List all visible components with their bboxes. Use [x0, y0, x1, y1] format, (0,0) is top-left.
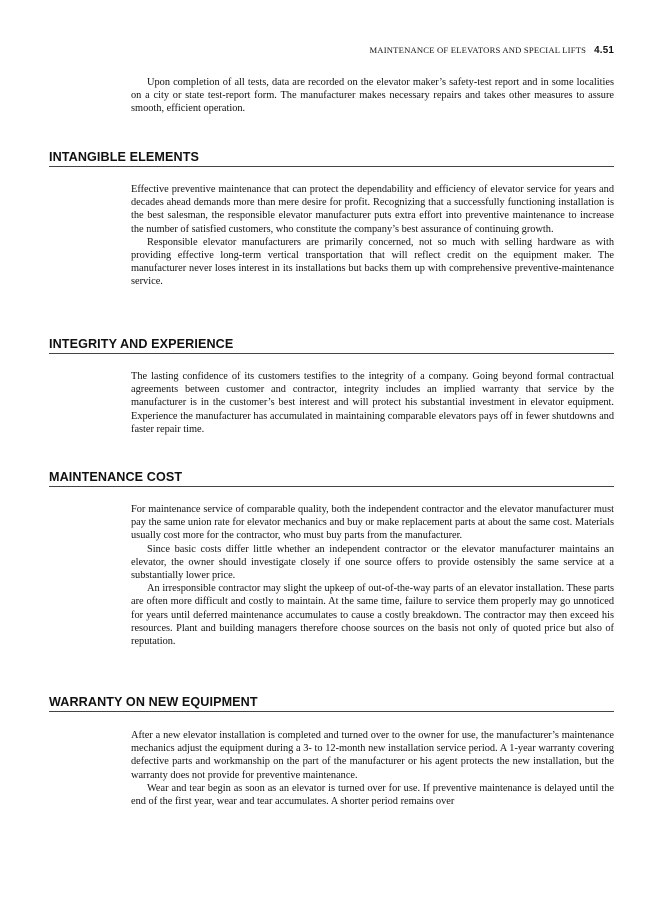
- section-heading-warranty-on-new-equipment: WARRANTY ON NEW EQUIPMENT: [49, 694, 614, 712]
- section-heading-maintenance-cost: MAINTENANCE COST: [49, 469, 614, 487]
- paragraph: Responsible elevator manufacturers are primarily concerned, not so much with selling hardware as with providing effective long-term vertical transportation that will reflect credit on the equipment maker. The manufacturer never loses interest in its installations but backs them up with comprehensive preventive-maintenance service.: [131, 236, 614, 288]
- intro-block: [131, 76, 614, 116]
- section-body-integrity-and-experience: [131, 370, 614, 436]
- page-number: 4.51: [594, 45, 614, 56]
- paragraph: For maintenance service of comparable quality, both the independent contractor and the elevator manufacturer must pay the same union rate for elevator mechanics and buy or make replacement parts at about the same cost. Materials usually cost more for the contractor, who must buy parts from the manufacturer.: [131, 504, 614, 542]
- section-body-warranty-on-new-equipment: [131, 729, 614, 808]
- section-body-maintenance-cost: [131, 503, 614, 648]
- paragraph: Wear and tear begin as soon as an elevator is turned over for use. If preventive maintenance is delayed until the end of the first year, wear and tear accumulates. A shorter period remains over: [131, 782, 614, 808]
- paragraph: Since basic costs differ little whether an independent contractor or the elevator manufacturer maintains an elevator, the owner should investigate closely if one source offers to provide ostensibly the same service at a substantially lower price.: [131, 543, 614, 582]
- section-body-intangible-elements: [131, 183, 614, 289]
- paragraph: Effective preventive maintenance that can protect the dependability and efficiency of elevator service for years and decades ahead demands more than mere desire for profit. Recognizing that a successfully functioning installation is the best salesman, the responsible elevator manufacturer puts extra effort into preventive maintenance to increase the number of satisfied customers, who constitute the company’s best assurance of continuing growth.: [131, 184, 614, 235]
- paragraph: Upon completion of all tests, data are recorded on the elevator maker’s safety-test report and in some localities on a city or state test-report form. The manufacturer makes necessary repairs and takes other measures to assure smooth, efficient operation.: [131, 77, 614, 115]
- paragraph: The lasting confidence of its customers testifies to the integrity of a company. Going beyond formal contractual agreements between customer and contractor, integrity includes an implied warranty that service by the manufacturer is in the customer’s best interest and will protect his substantial investment in elevator equipment. Experience the manufacturer has accumulated in maintaining comparable elevators pays off in fewer shutdowns and faster repair time.: [131, 371, 614, 435]
- section-heading-integrity-and-experience: INTEGRITY AND EXPERIENCE: [49, 336, 614, 354]
- section-heading-intangible-elements: INTANGIBLE ELEMENTS: [49, 149, 614, 167]
- running-title: MAINTENANCE OF ELEVATORS AND SPECIAL LIFTS: [369, 45, 587, 55]
- paragraph: After a new elevator installation is completed and turned over to the owner for use, the manufacturer’s maintenance mechanics adjust the equipment during a 3- to 12-month new installation service period. A 1-year warranty covering defective parts and workmanship on the part of the manufacturer or his agent protects the new installation, but the warranty does not provide for preventive maintenance.: [131, 730, 614, 781]
- running-header: [369, 45, 614, 56]
- paragraph: An irresponsible contractor may slight the upkeep of out-of-the-way parts of an elevator installation. These parts are often more difficult and costly to maintain. At the same time, failure to service them properly may go unnoticed for years until deferred maintenance accumulates to cause a costly breakdown. The contractor may then exceed his resources. Plant and building managers therefore choose sources on the basis not only of quoted price but also of reputation.: [131, 583, 614, 648]
